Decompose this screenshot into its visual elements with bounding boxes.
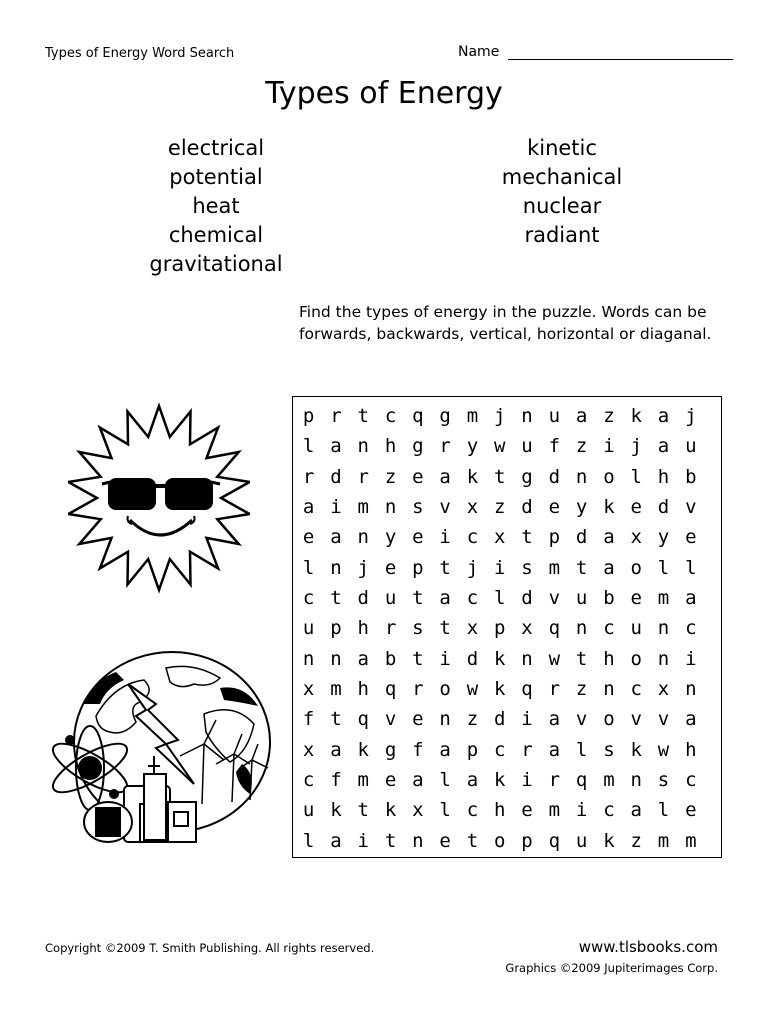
grid-letter[interactable]: p [330,617,342,640]
grid-letter[interactable]: v [575,708,588,731]
grid-letter[interactable]: g [521,465,533,488]
grid-letter[interactable]: l [439,768,451,791]
grid-letter[interactable]: n [357,526,369,549]
grid-letter[interactable]: p [466,738,479,761]
grid-letter[interactable]: c [466,526,479,549]
name-label: Name [458,44,500,60]
grid-row [295,465,704,495]
word-item: nuclear [522,194,602,218]
grid-letter[interactable]: a [548,738,561,761]
grid-letter[interactable]: a [657,405,670,427]
grid-letter[interactable]: n [412,829,424,852]
grid-letter[interactable]: q [357,708,369,731]
grid-letter[interactable]: c [685,768,697,791]
name-line[interactable] [508,59,733,60]
grid-letter[interactable]: a [685,708,697,731]
grid-letter[interactable]: k [630,405,642,427]
grid-letter[interactable]: k [330,799,342,822]
grid-letter[interactable]: n [630,768,642,791]
grid-letter[interactable]: d [357,586,369,609]
grid-letter[interactable]: z [603,405,615,427]
grid-letter[interactable]: c [603,799,615,822]
grid-letter[interactable]: e [630,586,642,609]
grid-letter[interactable]: s [603,738,615,761]
word-item: radiant [524,223,600,247]
grid-letter[interactable]: u [575,586,588,609]
grid-letter[interactable]: i [685,647,697,670]
grid-letter[interactable]: t [330,708,342,731]
grid-letter[interactable]: d [466,647,479,670]
grid-letter[interactable]: z [384,465,397,488]
grid-letter[interactable]: b [384,647,397,670]
grid-letter[interactable]: e [548,495,561,518]
grid-letter[interactable]: u [575,829,588,852]
earth-energy-illustration [44,644,274,854]
sunglasses-left-lens-icon [108,478,156,510]
grid-letter[interactable]: u [521,435,533,458]
grid-letter[interactable]: r [521,738,533,761]
grid-letter[interactable]: z [630,829,642,852]
grid-letter[interactable]: a [603,556,615,579]
grid-letter[interactable]: k [357,738,369,761]
word-item: heat [192,194,240,218]
grid-letter[interactable]: t [412,647,424,670]
grid-letter[interactable]: r [412,677,424,700]
grid-letter[interactable]: i [357,829,369,852]
grid-row [295,495,704,525]
grid-letter[interactable]: d [521,495,533,518]
grid-letter[interactable]: i [521,708,533,731]
grid-letter[interactable]: t [521,526,533,549]
grid-letter[interactable]: s [412,495,424,518]
grid-letter[interactable]: n [521,647,533,670]
grid-row [295,647,704,677]
grid-letter[interactable]: k [630,738,642,761]
grid-row [295,616,704,646]
grid-letter[interactable]: j [494,405,506,427]
grid-letter[interactable]: f [548,435,561,458]
grid-letter[interactable]: o [603,465,615,488]
grid-letter[interactable]: n [330,556,342,579]
grid-letter[interactable]: e [685,799,697,822]
grid-letter[interactable]: a [685,586,697,609]
grid-letter[interactable]: l [657,556,670,579]
grid-letter[interactable]: n [330,647,342,670]
grid-letter[interactable]: e [412,526,424,549]
grid-letter[interactable]: k [603,495,615,518]
grid-letter[interactable]: m [548,799,561,822]
sun-with-sunglasses-illustration [68,400,250,600]
grid-letter[interactable]: k [494,768,506,791]
word-item: potential [169,165,263,189]
grid-letter[interactable]: m [357,495,369,518]
grid-letter[interactable]: k [494,647,506,670]
grid-letter[interactable]: j [685,405,697,427]
grid-row [295,434,704,464]
word-search-grid[interactable] [295,404,704,859]
grid-letter[interactable]: i [521,768,533,791]
word-list-right [462,134,662,250]
grid-letter[interactable]: t [575,556,588,579]
grid-row [295,404,704,434]
grid-letter[interactable]: i [439,647,451,670]
grid-letter[interactable]: a [412,768,424,791]
grid-letter[interactable]: m [685,829,697,852]
grid-letter[interactable]: s [657,768,670,791]
grid-row [295,586,704,616]
instructions: Find the types of energy in the puzzle. Words can be forwards, backwards, vertical, horizontal or diaganal. [299,303,712,343]
grid-letter[interactable]: n [657,647,670,670]
grid-letter[interactable]: i [494,556,506,579]
grid-letter[interactable]: o [630,556,642,579]
grid-letter[interactable]: q [521,677,533,700]
grid-row [295,556,704,586]
grid-letter[interactable]: v [657,708,670,731]
grid-letter[interactable]: a [302,495,315,518]
grid-letter[interactable]: h [494,799,506,822]
grid-letter[interactable]: u [384,586,397,609]
grid-letter[interactable]: j [630,435,642,458]
grid-letter[interactable]: l [494,586,506,609]
grid-letter[interactable]: b [603,586,615,609]
grid-letter[interactable]: a [357,647,369,670]
grid-letter[interactable]: y [466,435,479,458]
grid-letter[interactable]: a [439,738,451,761]
grid-letter[interactable]: c [302,586,315,609]
grid-letter[interactable]: e [412,465,424,488]
website-link[interactable]: www.tlsbooks.com [578,938,718,956]
grid-letter[interactable]: a [466,768,479,791]
grid-letter[interactable]: v [685,495,697,518]
grid-letter[interactable]: l [575,738,588,761]
worksheet-header-title: Types of Energy Word Search [45,46,235,61]
word-item: kinetic [527,136,597,160]
grid-letter[interactable]: t [357,405,369,427]
grid-letter[interactable]: w [548,647,561,670]
grid-letter[interactable]: t [494,465,506,488]
word-item: chemical [168,223,264,247]
grid-letter[interactable]: l [302,435,315,458]
grid-letter[interactable]: f [330,768,342,791]
word-item: mechanical [501,165,623,189]
grid-letter[interactable]: o [494,829,506,852]
grid-letter[interactable]: x [466,617,479,640]
grid-letter[interactable]: x [630,526,642,549]
grid-letter[interactable]: u [630,617,642,640]
grid-letter[interactable]: e [685,526,697,549]
grid-letter[interactable]: e [412,708,424,731]
grid-letter[interactable]: u [302,799,315,822]
grid-letter[interactable]: m [548,556,561,579]
grid-letter[interactable]: u [685,435,697,458]
grid-letter[interactable]: r [384,617,397,640]
grid-letter[interactable]: o [603,708,615,731]
grid-letter[interactable]: w [494,435,506,458]
grid-letter[interactable]: x [302,677,315,700]
grid-letter[interactable]: c [685,617,697,640]
grid-letter[interactable]: r [548,768,561,791]
grid-letter[interactable]: y [575,495,588,518]
grid-letter[interactable]: x [521,617,533,640]
grid-letter[interactable]: p [548,526,561,549]
grid-letter[interactable]: c [466,799,479,822]
grid-letter[interactable]: g [384,738,397,761]
grid-letter[interactable]: l [302,829,315,852]
grid-letter[interactable]: t [412,586,424,609]
grid-letter[interactable]: c [466,586,479,609]
grid-letter[interactable]: r [548,677,561,700]
grid-letter[interactable]: u [548,405,561,427]
grid-letter[interactable]: c [494,738,506,761]
grid-letter[interactable]: n [521,405,533,427]
grid-letter[interactable]: l [302,556,315,579]
grid-letter[interactable]: i [575,799,588,822]
grid-letter[interactable]: w [466,677,479,700]
grid-letter[interactable]: y [657,526,670,549]
grid-letter[interactable]: q [384,677,397,700]
grid-letter[interactable]: a [657,435,670,458]
grid-letter[interactable]: e [521,799,533,822]
grid-letter[interactable]: x [302,738,315,761]
page-title: Types of Energy [265,76,503,111]
grid-letter[interactable]: a [575,405,588,427]
grid-letter[interactable]: p [412,556,424,579]
grid-letter[interactable]: h [657,465,670,488]
grid-letter[interactable]: n [575,465,588,488]
grid-letter[interactable]: a [439,465,451,488]
grid-letter[interactable]: k [384,799,397,822]
grid-letter[interactable]: g [439,405,451,427]
grid-letter[interactable]: z [494,495,506,518]
sunglasses-right-lens-icon [165,478,213,510]
grid-row [295,677,704,707]
grid-row [295,738,704,768]
grid-letter[interactable]: e [439,829,451,852]
grid-letter[interactable]: p [521,829,533,852]
grid-letter[interactable]: q [575,768,588,791]
grid-letter[interactable]: n [439,708,451,731]
grid-letter[interactable]: y [384,526,397,549]
grid-letter[interactable]: s [521,556,533,579]
grid-letter[interactable]: d [657,495,670,518]
grid-letter[interactable]: i [603,435,615,458]
grid-letter[interactable]: o [630,647,642,670]
grid-letter[interactable]: r [439,435,451,458]
grid-letter[interactable]: z [575,677,588,700]
grid-letter[interactable]: l [439,799,451,822]
grid-letter[interactable]: j [466,556,479,579]
grid-letter[interactable]: q [412,405,424,427]
grid-letter[interactable]: a [330,435,342,458]
grid-letter[interactable]: h [357,617,369,640]
grid-letter[interactable]: m [357,768,369,791]
grid-letter[interactable]: n [302,647,315,670]
grid-letter[interactable]: n [685,677,697,700]
grid-letter[interactable]: p [494,617,506,640]
grid-letter[interactable]: t [439,556,451,579]
grid-letter[interactable]: i [330,495,342,518]
grid-letter[interactable]: v [384,708,397,731]
grid-letter[interactable]: f [412,738,424,761]
grid-letter[interactable]: u [302,617,315,640]
grid-letter[interactable]: c [302,768,315,791]
grid-letter[interactable]: n [603,677,615,700]
grid-letter[interactable]: s [412,617,424,640]
grid-letter[interactable]: l [685,556,697,579]
grid-letter[interactable]: n [384,495,397,518]
grid-letter[interactable]: t [384,829,397,852]
grid-letter[interactable]: q [548,829,561,852]
grid-letter[interactable]: v [630,708,642,731]
grid-letter[interactable]: t [439,617,451,640]
grid-letter[interactable]: a [603,526,615,549]
grid-letter[interactable]: t [575,647,588,670]
word-item: gravitational [149,252,283,276]
grid-letter[interactable]: v [439,495,451,518]
grid-letter[interactable]: r [330,405,342,427]
grid-letter[interactable]: t [330,586,342,609]
grid-letter[interactable]: x [494,526,506,549]
grid-letter[interactable]: h [357,677,369,700]
grid-row [295,798,704,828]
grid-letter[interactable]: w [657,738,670,761]
grid-letter[interactable]: c [630,677,642,700]
grid-letter[interactable]: m [657,829,670,852]
grid-letter[interactable]: d [548,465,561,488]
word-item: electrical [167,136,265,160]
grid-letter[interactable]: r [357,465,369,488]
grid-row [295,707,704,737]
grid-letter[interactable]: e [302,526,315,549]
grid-letter[interactable]: k [494,677,506,700]
word-list-left [116,134,316,279]
grid-letter[interactable]: a [330,526,342,549]
grid-letter[interactable]: x [466,495,479,518]
grid-letter[interactable]: a [330,829,342,852]
grid-letter[interactable]: m [657,586,670,609]
grid-letter[interactable]: j [357,556,369,579]
grid-letter[interactable]: e [384,768,397,791]
grid-letter[interactable]: a [548,708,561,731]
grid-letter[interactable]: d [494,708,506,731]
grid-letter[interactable]: n [657,617,670,640]
grid-letter[interactable]: h [685,738,697,761]
grid-letter[interactable]: l [657,799,670,822]
grid-letter[interactable]: m [466,405,479,427]
grid-letter[interactable]: h [603,647,615,670]
grid-letter[interactable]: p [302,405,315,427]
grid-letter[interactable]: t [357,799,369,822]
grid-letter[interactable]: b [685,465,697,488]
grid-letter[interactable]: g [412,435,424,458]
grid-letter[interactable]: n [357,435,369,458]
grid-letter[interactable]: x [657,677,670,700]
grid-letter[interactable]: c [603,617,615,640]
grid-letter[interactable]: k [466,465,479,488]
grid-row [295,829,704,859]
grid-letter[interactable]: n [575,617,588,640]
grid-letter[interactable]: v [548,586,561,609]
grid-letter[interactable]: e [630,495,642,518]
grid-letter[interactable]: a [330,738,342,761]
grid-letter[interactable]: r [302,465,315,488]
grid-letter[interactable]: h [384,435,397,458]
graphics-credit: Graphics ©2009 Jupiterimages Corp. [505,961,718,975]
grid-letter[interactable]: z [575,435,588,458]
grid-letter[interactable]: c [384,405,397,427]
grid-letter[interactable]: o [439,677,451,700]
grid-letter[interactable]: m [603,768,615,791]
grid-letter[interactable]: i [439,526,451,549]
grid-letter[interactable]: q [548,617,561,640]
grid-letter[interactable]: d [521,586,533,609]
grid-letter[interactable]: l [630,465,642,488]
grid-letter[interactable]: x [412,799,424,822]
grid-letter[interactable]: k [603,829,615,852]
grid-letter[interactable]: t [466,829,479,852]
grid-letter[interactable]: e [384,556,397,579]
grid-row [295,768,704,798]
grid-letter[interactable]: a [630,799,642,822]
grid-letter[interactable]: a [439,586,451,609]
grid-letter[interactable]: z [466,708,479,731]
copyright-text: Copyright ©2009 T. Smith Publishing. All rights reserved. [45,941,375,955]
grid-letter[interactable]: f [302,708,315,731]
grid-letter[interactable]: d [330,465,342,488]
grid-letter[interactable]: d [575,526,588,549]
grid-letter[interactable]: m [330,677,342,700]
grid-row [295,525,704,555]
